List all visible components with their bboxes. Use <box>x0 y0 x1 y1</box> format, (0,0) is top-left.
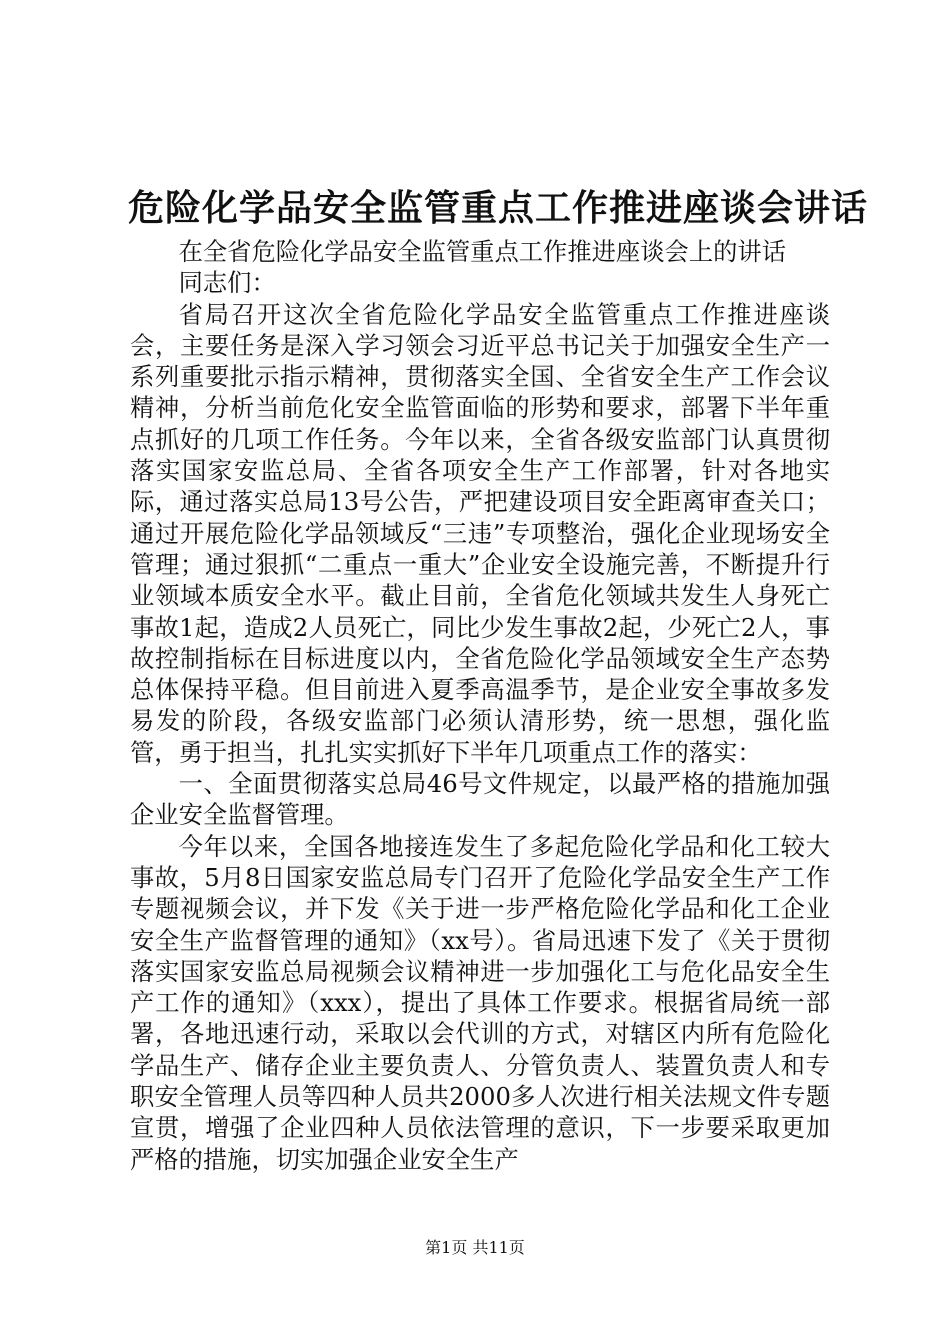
salutation: 同志们： <box>178 268 276 298</box>
body-paragraph: 今年以来，全国各地接连发生了多起危险化学品和化工较大事故，5月8日国家安监总局专门召开了危险化学品安全生产工作专题视频会议，并下发《关于进一步严格危险化学品和化工企业安全生产监督管理的通知》（xx号）。省局迅速下发了《关于贯彻落实国家安监总局视频会议精神进一步加强化工与危化品安全生产工作的通知》（xxx），提出了具体工作要求。根据省局统一部署，各地迅速行动，采取以会代训的方式，对辖区内所有危险化学品生产、储存企业主要负责人、分管负责人、装置负责人和专职安全管理人员等四种人员共2000多人次进行相关法规文件专题宣贯，增强了企业四种人员依法管理的意识，下一步要采取更加严格的措施，切实加强企业安全生产 <box>130 831 830 1174</box>
body-paragraph: 省局召开这次全省危险化学品安全监管重点工作推进座谈会，主要任务是深入学习领会习近平总书记关于加强安全生产一系列重要批示指示精神，贯彻落实全国、全省安全生产工作会议精神，分析当前危化安全监管面临的形势和要求，部署下半年重点抓好的几项工作任务。今年以来，全省各级安监部门认真贯彻落实国家安监总局、全省各项安全生产工作部署，针对各地实际，通过落实总局13号公告，严把建设项目安全距离审查关口；通过开展危险化学品领域反“三违”专项整治，强化企业现场安全管理；通过狠抓“二重点一重大”企业安全设施完善，不断提升行业领域本质安全水平。截止目前，全省危化领域共发生人身死亡事故1起，造成2人员死亡，同比少发生事故2起，少死亡2人，事故控制指标在目标进度以内，全省危险化学品领域安全生产态势总体保持平稳。但目前进入夏季高温季节，是企业安全事故多发易发的阶段，各级安监部门必须认清形势，统一思想，强化监管，勇于担当，扎扎实实抓好下半年几项重点工作的落实： <box>130 299 830 767</box>
document-title: 危险化学品安全监管重点工作推进座谈会讲话 <box>128 187 869 229</box>
section-heading: 一、全面贯彻落实总局46号文件规定，以最严格的措施加强企业安全监督管理。 <box>130 769 830 830</box>
page-number-footer: 第1页 共11页 <box>425 1238 525 1257</box>
document-body <box>130 236 830 1175</box>
speech-subtitle: 在全省危险化学品安全监管重点工作推进座谈会上的讲话 <box>178 237 787 266</box>
